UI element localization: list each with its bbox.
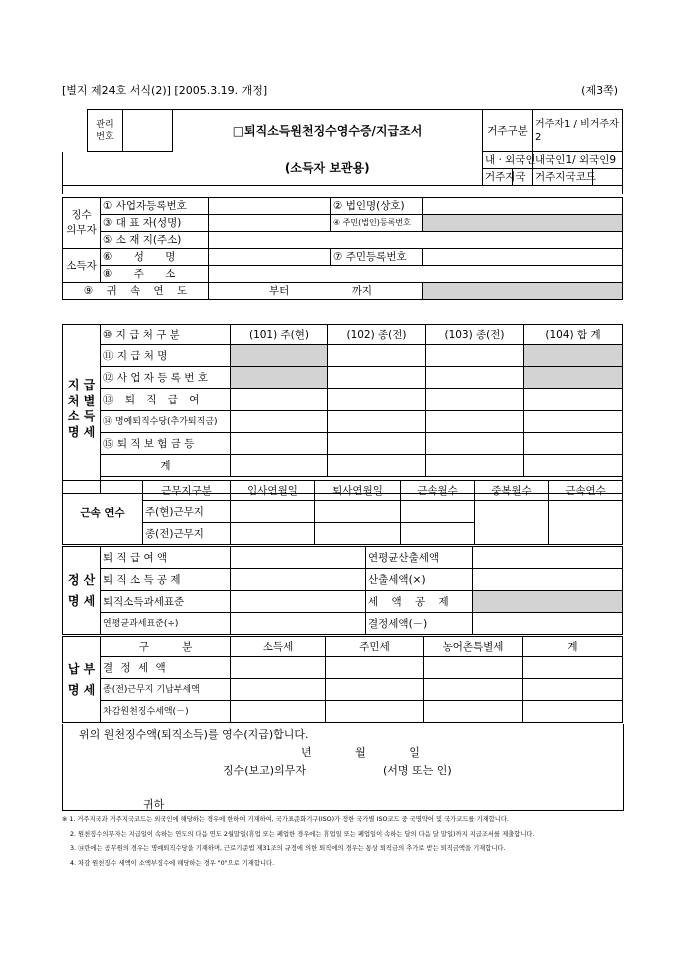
- residence-type-label: 거주구분: [483, 110, 533, 152]
- prev-workplace-label: 종(전)근무지: [143, 523, 231, 545]
- payment-col-prev2: (103) 종(전): [426, 325, 524, 345]
- earner-resident-no-label: ⑦ 주민등록번호: [331, 249, 423, 266]
- service-years-table: [62, 480, 623, 545]
- honorary-retirement-label: ⑭ 명예퇴직수당(추가퇴직금): [101, 411, 231, 433]
- tax-base-label: 퇴직소득과세표준: [101, 591, 231, 613]
- residence-code-label: 거주지국코드: [533, 169, 593, 186]
- earner-address-field[interactable]: [209, 266, 623, 283]
- leave-date-header: 퇴사연월일: [315, 481, 401, 501]
- tax-credit-label: 세 액 공 제: [366, 591, 473, 613]
- withholder-earner-table: [62, 197, 623, 300]
- period-label: ⑨ 귀 속 연 도: [63, 283, 209, 300]
- calculated-tax-label: 산출세액(×): [366, 569, 473, 591]
- residence-code-field[interactable]: [593, 169, 623, 186]
- retirement-insurance-label: ⑮ 퇴 직 보 험 금 등: [101, 433, 231, 455]
- earner-name-field[interactable]: [209, 249, 331, 266]
- note-2: 2. 원천징수의무자는 지급일이 속하는 연도의 다음 연도 2월말일(휴업 또는 폐업한 경우에는 휴업일 또는 폐업일이 속하는 달의 다음 달 말일)까지 지급조서를 제출합니다.: [70, 830, 535, 838]
- settlement-table: [62, 546, 623, 635]
- withholder-resident-no-label: ④ 주민(법인)등록번호: [331, 215, 423, 232]
- payment-col-header: ⑩ 지 급 처 구 분: [101, 325, 231, 345]
- payment-col-total: (104) 합 계: [524, 325, 623, 345]
- resident-tax-header: 주민세: [326, 637, 424, 657]
- service-months-header: 근속월수: [401, 481, 475, 501]
- settlement-section-label: 정 산 명 세: [63, 547, 101, 635]
- note-4: 4. 차감 원천징수 세액이 소액부징수에 해당하는 경우 "0"으로 기재합니다.: [70, 859, 275, 867]
- rural-tax-header: 농어촌특별세: [424, 637, 523, 657]
- avg-tax-base-label: 연평균과세표준(÷): [101, 613, 231, 635]
- form-subtitle: (소득자 보관용): [173, 152, 483, 186]
- address-label: ⑤ 소 재 지(주소): [101, 232, 209, 249]
- receipt-statement: 위의 원천징수액(퇴직소득)를 영수(지급)합니다.: [79, 728, 309, 741]
- tax-total-header: 계: [523, 637, 623, 657]
- biz-no-field[interactable]: [209, 198, 331, 215]
- signature-seal-label[interactable]: (서명 또는 인): [383, 764, 452, 777]
- date-line: 년 월 일: [301, 746, 420, 759]
- withholder-resident-no-field: [423, 215, 623, 232]
- period-from-label: 부터: [269, 285, 290, 297]
- workplace-type-header: 근무지구분: [143, 481, 231, 501]
- payment-section-label: 지 급 처 별 소 득 명 세: [63, 325, 101, 494]
- retirement-pay-label: ⑬ 퇴 직 급 여: [101, 389, 231, 411]
- earner-address-label: ⑧ 주 소: [101, 266, 209, 283]
- join-date-header: 입사연월일: [231, 481, 315, 501]
- tax-category-header: 구 분: [101, 637, 231, 657]
- earner-label: 소득자: [63, 249, 101, 283]
- tax-section-label: 납 부 명 세: [63, 637, 101, 723]
- prepaid-tax-row-label: 종(전)근무지 기납부세액: [101, 679, 231, 701]
- footer-box: [62, 724, 624, 811]
- current-workplace-label: 주(현)근무지: [143, 501, 231, 523]
- period-shaded: [423, 283, 623, 300]
- residence-country-label: 거주지국: [483, 169, 513, 186]
- withholder-label: 징수 의무자: [63, 198, 101, 249]
- income-tax-header: 소득세: [231, 637, 326, 657]
- withholder-signature-label: 징수(보고)의무자: [223, 764, 306, 777]
- addressee-label: 귀하: [143, 798, 165, 811]
- payer-name-label: ⑪ 지 급 처 명: [101, 345, 231, 367]
- mgmt-no-field[interactable]: [123, 110, 173, 152]
- nationality-label: 내 · 외국인: [483, 152, 533, 169]
- retirement-amount-label: 퇴 직 급 여 액: [101, 547, 231, 569]
- tax-payment-table: [62, 636, 623, 723]
- period-to-label: 까지: [351, 285, 372, 297]
- payment-col-prev1: (102) 종(전): [328, 325, 426, 345]
- rep-name-label: ③ 대 표 자(성명): [101, 215, 209, 232]
- address-field[interactable]: [209, 232, 623, 249]
- earner-name-label: ⑥ 성 명: [101, 249, 209, 266]
- mgmt-no-label: 관리 번호: [88, 110, 123, 152]
- nationality-options: 내국인1/ 외국인9: [533, 152, 623, 169]
- determined-tax-label: 결정세액(－): [366, 613, 473, 635]
- avg-tax-label: 연평균산출세액: [366, 547, 473, 569]
- net-withholding-row-label: 차감원천징수세액(－): [101, 701, 231, 723]
- payment-total-label: 계: [101, 455, 231, 477]
- form-identifier: [별지 제24호 서식(2)] [2005.3.19. 개정]: [62, 84, 268, 97]
- payment-col-current: (101) 주(현): [231, 325, 328, 345]
- determined-tax-row-label: 결 정 세 액: [101, 657, 231, 679]
- payer-biz-no-label: ⑫ 사 업 자 등 록 번 호: [101, 367, 231, 389]
- overlap-months-header: 중복월수: [475, 481, 549, 501]
- form-title: □퇴직소득원천징수영수증/지급조서: [173, 110, 483, 152]
- corp-name-label: ② 법인명(상호): [331, 198, 423, 215]
- note-3: 3. ⑭란에는 공무원의 경우는 명예퇴직수당을 기재하며, 근로기준법 제31조의 규정에 의한 퇴직에의 경우는 통상 퇴직금의 추가로 받는 퇴직금액을 기재합니다.: [70, 845, 506, 852]
- service-label: 근속 연수: [63, 481, 143, 545]
- biz-no-label: ① 사업자등록번호: [101, 198, 209, 215]
- earner-resident-no-field[interactable]: [423, 249, 623, 266]
- note-1: ※ 1. 거주지국과 거주지국코드는 외국인에 해당하는 경우에 한하여 기재하여, 국가표준화기구(ISO)가 정한 국가별 ISO코드 중 국명약어 및 국가코드를 기재합니다.: [62, 816, 509, 823]
- corp-name-field[interactable]: [423, 198, 623, 215]
- service-years-header: 근속연수: [549, 481, 623, 501]
- residence-options: 거주자1 / 비거주자2: [533, 110, 623, 152]
- title-block: [62, 109, 623, 194]
- notes: [62, 813, 622, 871]
- rep-name-field[interactable]: [209, 215, 331, 232]
- income-deduction-label: 퇴 직 소 득 공 제: [101, 569, 231, 591]
- payment-income-table: [62, 324, 623, 494]
- page-label: (제3쪽): [581, 84, 618, 97]
